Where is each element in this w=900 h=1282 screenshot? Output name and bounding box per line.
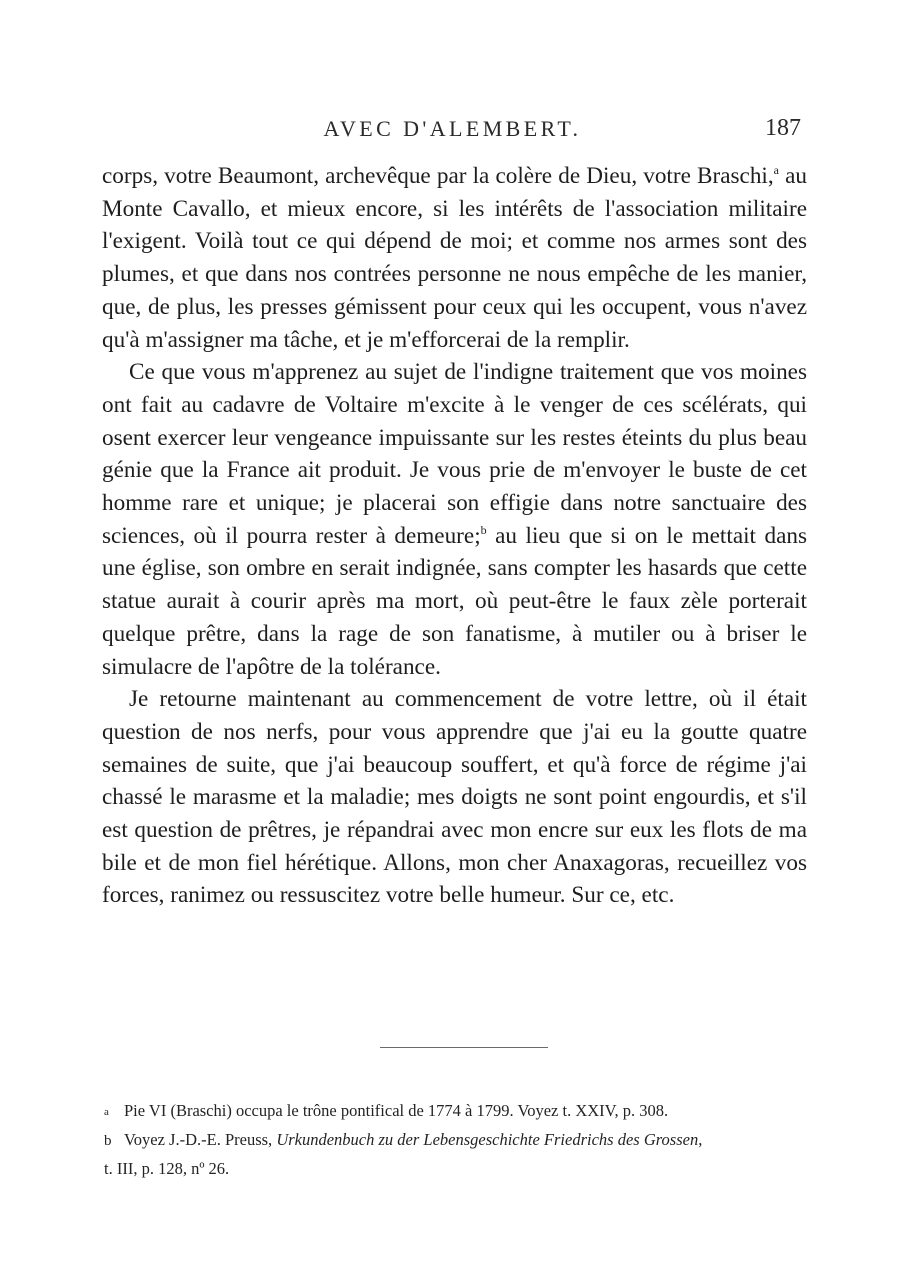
paragraph-1 (102, 160, 807, 356)
footnote-separator-rule (380, 1047, 548, 1048)
paragraph-3: Je retourne maintenant au commencement de votre lettre, où il était question de nos nerfs, pour vous apprendre que j'ai eu la goutte quatre semaines de suite, que j'ai beaucoup souffert, et qu'à force de régime j'ai chassé le marasme et la maladie; mes doigts ne sont point engourdis, et s'il est question de prêtres, je répandrai avec mon encre sur eux les flots de ma bile et de mon fiel hérétique. Allons, mon cher Anaxagoras, recueillez vos forces, ranimez ou ressuscitez votre belle humeur. Sur ce, etc. (102, 686, 807, 909)
footnote-b (104, 1126, 824, 1155)
running-head (100, 116, 805, 148)
footnotes (104, 1097, 824, 1182)
footnote-a (104, 1097, 824, 1126)
footnote-ref-a: a (773, 163, 779, 177)
paragraph-1-text-2: au Monte Cavallo, et mieux encore, si les intérêts de l'association militaire l'exigent. Voilà tout ce qui dépend de moi; et comme nos armes sont des plumes, et que dans nos contrées personne ne nous empêche de les manier, que, de plus, les presses gémissent pour ceux qui les occupent, vous n'avez qu'à m'assigner ma tâche, et je m'efforcerai de la remplir. (102, 163, 808, 353)
paragraph-2-text-1: Ce que vous m'apprenez au sujet de l'indigne traitement que vos moines ont fait au cadavre de Voltaire m'excite à le venger de ces scélérats, qui osent exercer leur vengeance impuissante sur les restes éteints du plus beau génie que la France ait produit. Je vous prie de m'envoyer le buste de cet homme rare et unique; je placerai son effigie dans notre sanctuaire des sciences, où il pourra rester à demeure; (102, 359, 807, 549)
footnote-a-mark: a (104, 1106, 109, 1118)
footnote-b-text-2: , (698, 1130, 703, 1149)
running-title: AVEC D'ALEMBERT. (323, 116, 582, 141)
paragraph-1-text-1: corps, votre Beaumont, archevêque par la colère de Dieu, votre Braschi, (102, 163, 774, 189)
paragraph-2-text-2: au lieu que si on le mettait dans une église, son ombre en serait indignée, sans compter les hasards que cette statue aurait à courir après ma mort, où peut-être le faux zèle porterait quelque prêtre, dans la rage de son fanatisme, à mutiler ou à briser le simulacre de l'apôtre de la tolérance. (102, 522, 807, 680)
footnote-a-text: Pie VI (Braschi) occupa le trône pontifical de 1774 à 1799. Voyez t. XXIV, p. 308. (124, 1101, 669, 1120)
page-number: 187 (765, 115, 801, 141)
paragraph-2 (102, 356, 807, 683)
footnote-ref-b: b (480, 522, 487, 537)
footnote-b-text-1: Voyez J.-D.-E. Preuss, (124, 1130, 277, 1149)
footnote-b-title: Urkundenbuch zu der Lebensgeschichte Friedrichs des Grossen (276, 1130, 699, 1149)
footnote-b-mark: b (104, 1133, 112, 1149)
footnote-b-continuation: t. III, p. 128, nº 26. (104, 1159, 230, 1178)
body-text (102, 160, 807, 912)
